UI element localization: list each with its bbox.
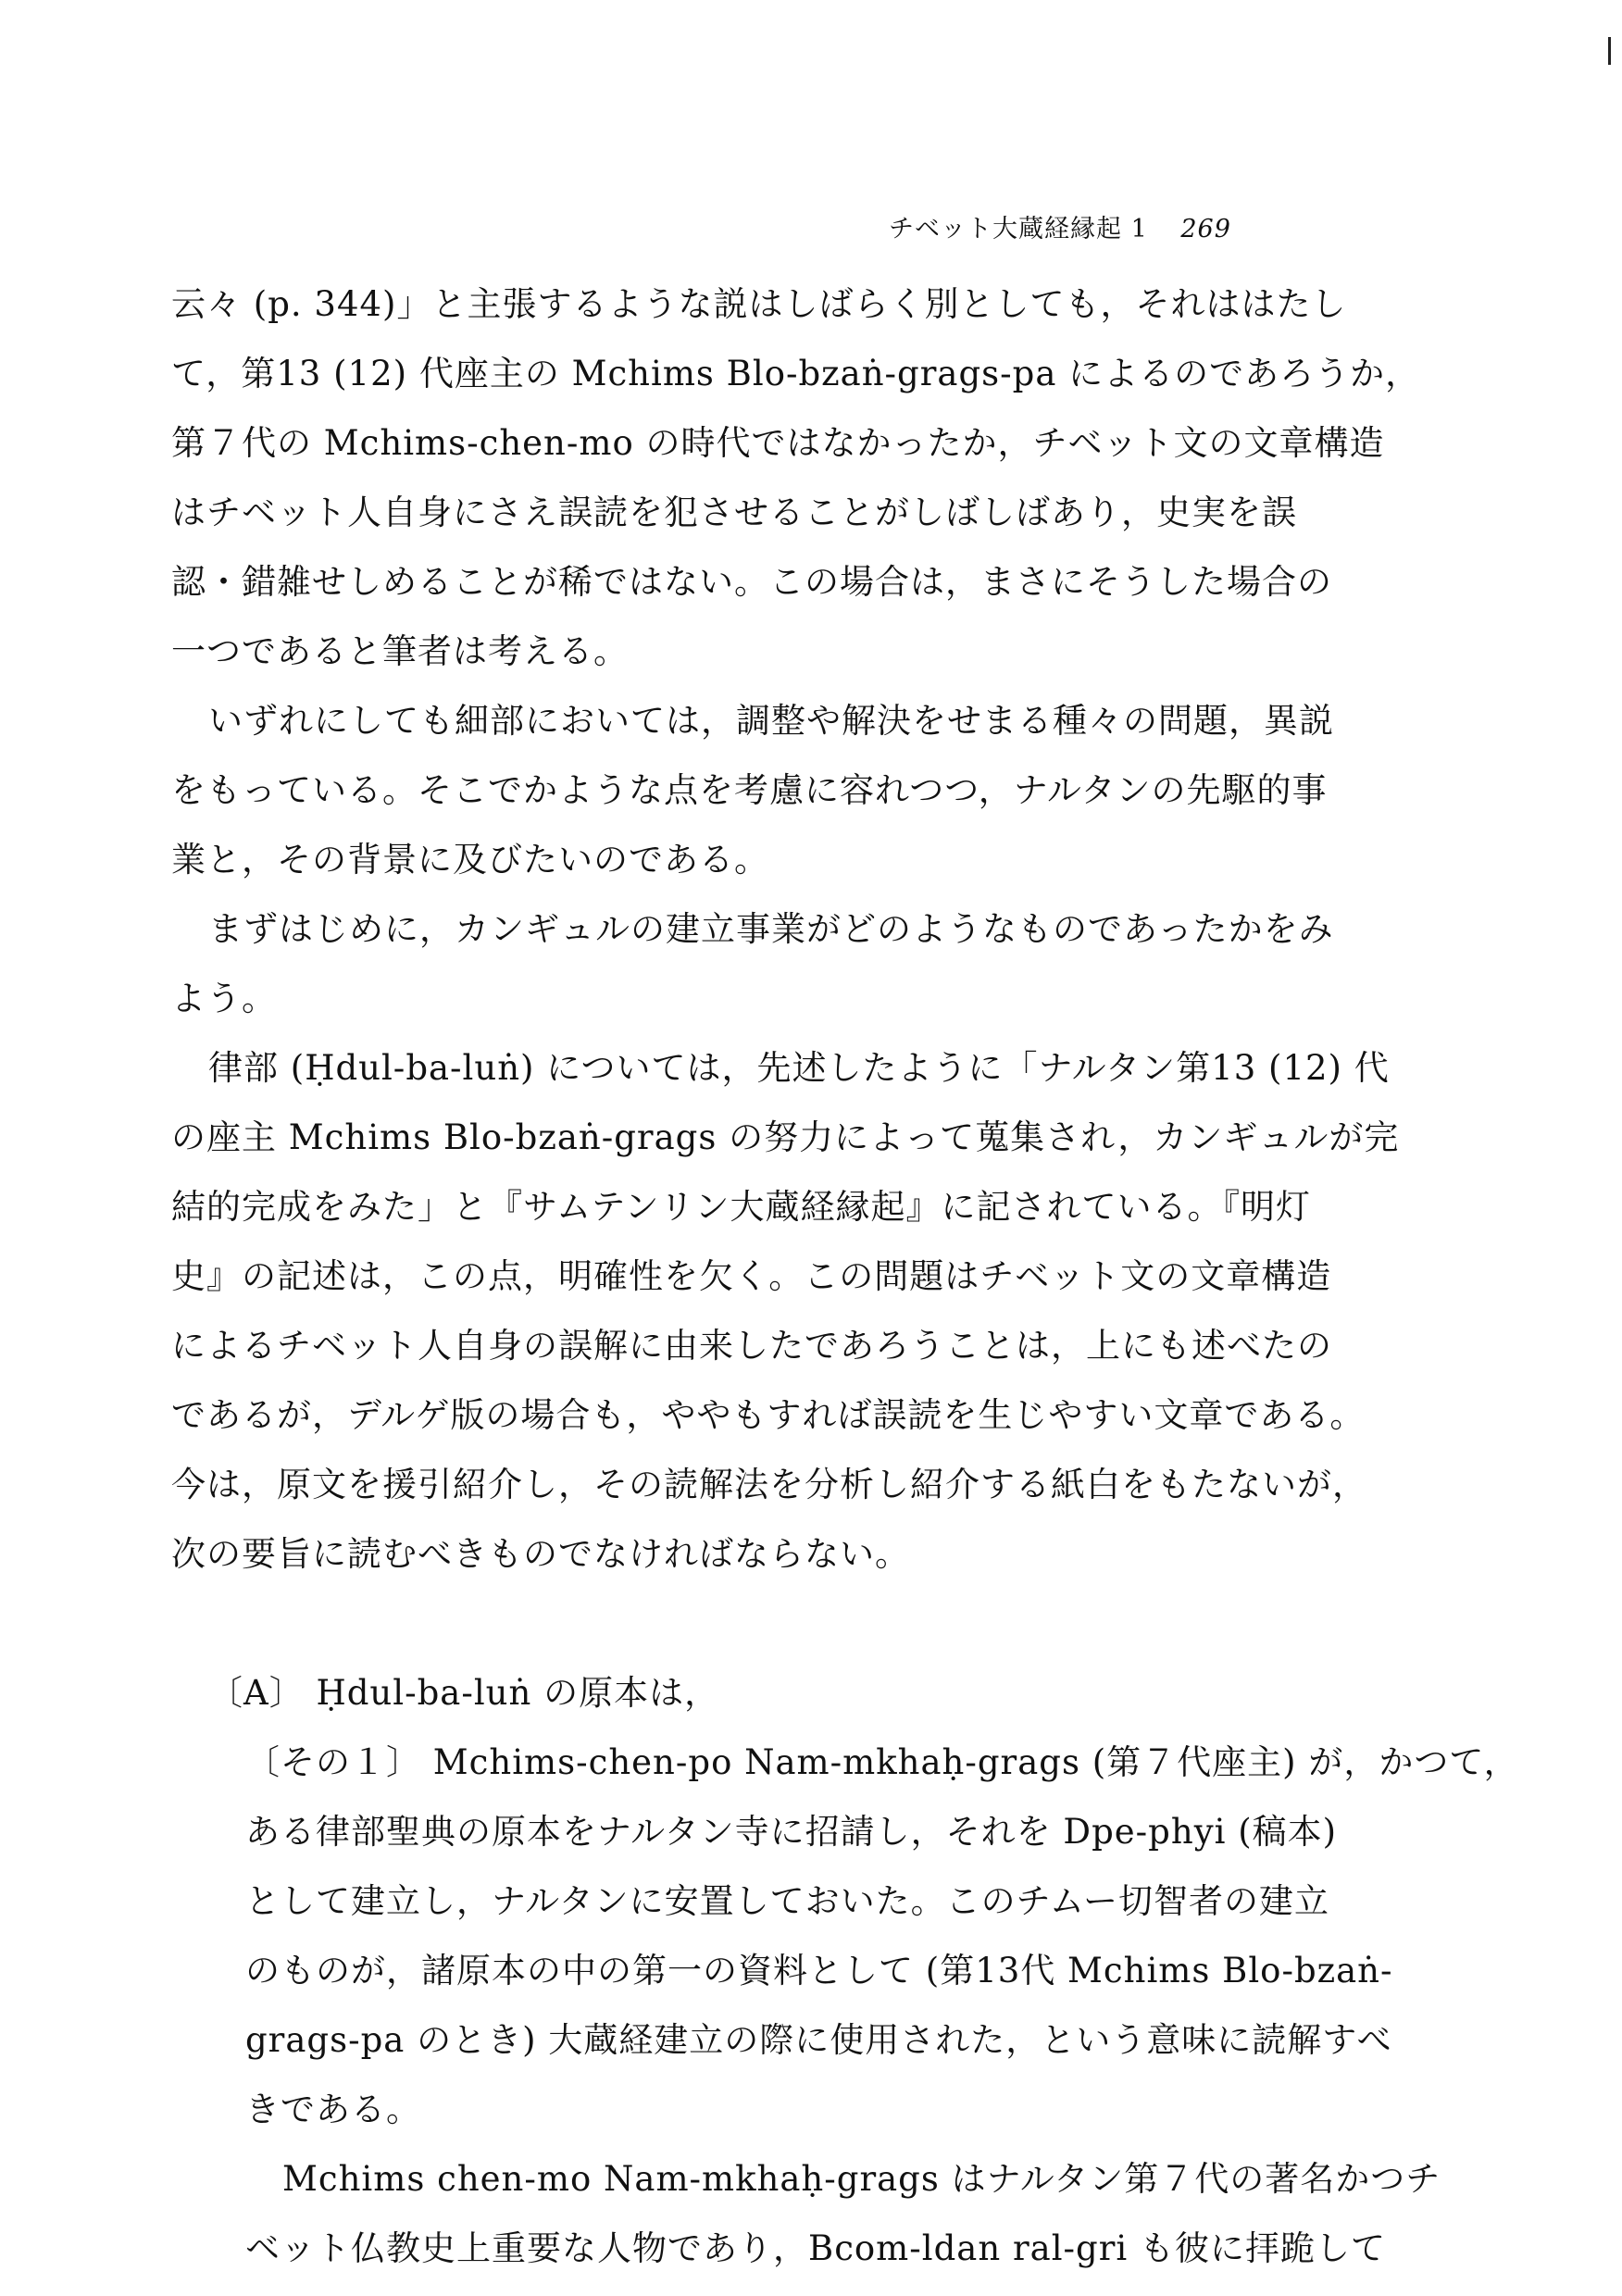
text-line: 律部 (Ḥdul-ba-luṅ) については，先述したように「ナルタン第13 (12) 代: [208, 1048, 1390, 1088]
text-line: 云々 (p. 344)」と主張するような説はしばらく別としても，それははたし: [171, 284, 1347, 324]
text-line: のものが，諸原本の中の第一の資料として (第13代 Mchims Blo-bzaṅ-: [245, 1951, 1393, 1990]
text-line: Mchims chen-mo Nam-mkhaḥ-grags はナルタン第７代の著名かつチ: [282, 2159, 1441, 2199]
header-title: チベット大蔵経縁起 1: [889, 215, 1148, 243]
text-line: 一つであると筆者は考える。: [171, 631, 629, 671]
text-line: によるチベット人自身の誤解に由来したであろうことは，上にも述べたの: [171, 1326, 1332, 1366]
page-number: 269: [1180, 215, 1231, 243]
text-line: 今は，原文を援引紹介し，その読解法を分析し紹介する紙白をもたないが，: [171, 1465, 1367, 1504]
text-line: いずれにしても細部においては，調整や解決をせまる種々の問題，異説: [208, 701, 1334, 741]
running-header: [889, 208, 1231, 244]
text-line: 史』の記述は，この点，明確性を欠く。この問題はチベット文の文章構造: [171, 1256, 1332, 1296]
text-line: はチベット人自身にさえ誤読を犯させることがしばしばあり，史実を誤: [171, 493, 1297, 532]
text-line: ベット仏教史上重要な人物であり，Bcom-ldan ral-gri も彼に拝跪して: [245, 2228, 1386, 2268]
text-line: として建立し，ナルタンに安置しておいた。このチムー切智者の建立: [245, 1881, 1329, 1921]
text-line: であるが，デルゲ版の場合も，ややもすれば誤読を生じやすい文章である。: [171, 1395, 1366, 1435]
scan-mark: [1608, 37, 1611, 65]
text-line: の座主 Mchims Blo-bzaṅ-grags の努力によって蒐集され，カンギュルが完: [171, 1117, 1400, 1157]
text-line: 第７代の Mchims-chen-mo の時代ではなかったか，チベット文の文章構造: [171, 423, 1385, 463]
text-line: 結的完成をみた」と『サムテンリン大蔵経縁起』に記されている。『明灯: [171, 1187, 1312, 1227]
text-line: きである。: [245, 2090, 421, 2129]
text-line: 認・錯雑せしめることが稀ではない。この場合は，まさにそうした場合の: [171, 562, 1332, 602]
text-line: 業と，その背景に及びたいのである。: [171, 840, 769, 880]
text-line: よう。: [171, 979, 277, 1018]
text-line: て，第13 (12) 代座主の Mchims Blo-bzaṅ-grags-pa によるのであろうか，: [171, 354, 1421, 393]
text-line: 〔その１〕 Mchims-chen-po Nam-mkhaḥ-grags (第７代座主) が，かつて，: [245, 1742, 1519, 1782]
text-line: をもっている。そこでかような点を考慮に容れつつ，ナルタンの先駆的事: [171, 770, 1328, 810]
text-line: grags-pa のとき) 大蔵経建立の際に使用された，という意味に読解すべ: [245, 2020, 1392, 2060]
text-line: ある律部聖典の原本をナルタン寺に招請し，それを Dpe-phyi (稿本): [245, 1812, 1338, 1852]
text-line: まずはじめに，カンギュルの建立事業がどのようなものであったかをみ: [208, 909, 1334, 949]
text-line: 〔A〕 Ḥdul-ba-luṅ の原本は，: [208, 1673, 720, 1713]
text-line: 次の要旨に読むべきものでなければならない。: [171, 1534, 910, 1574]
